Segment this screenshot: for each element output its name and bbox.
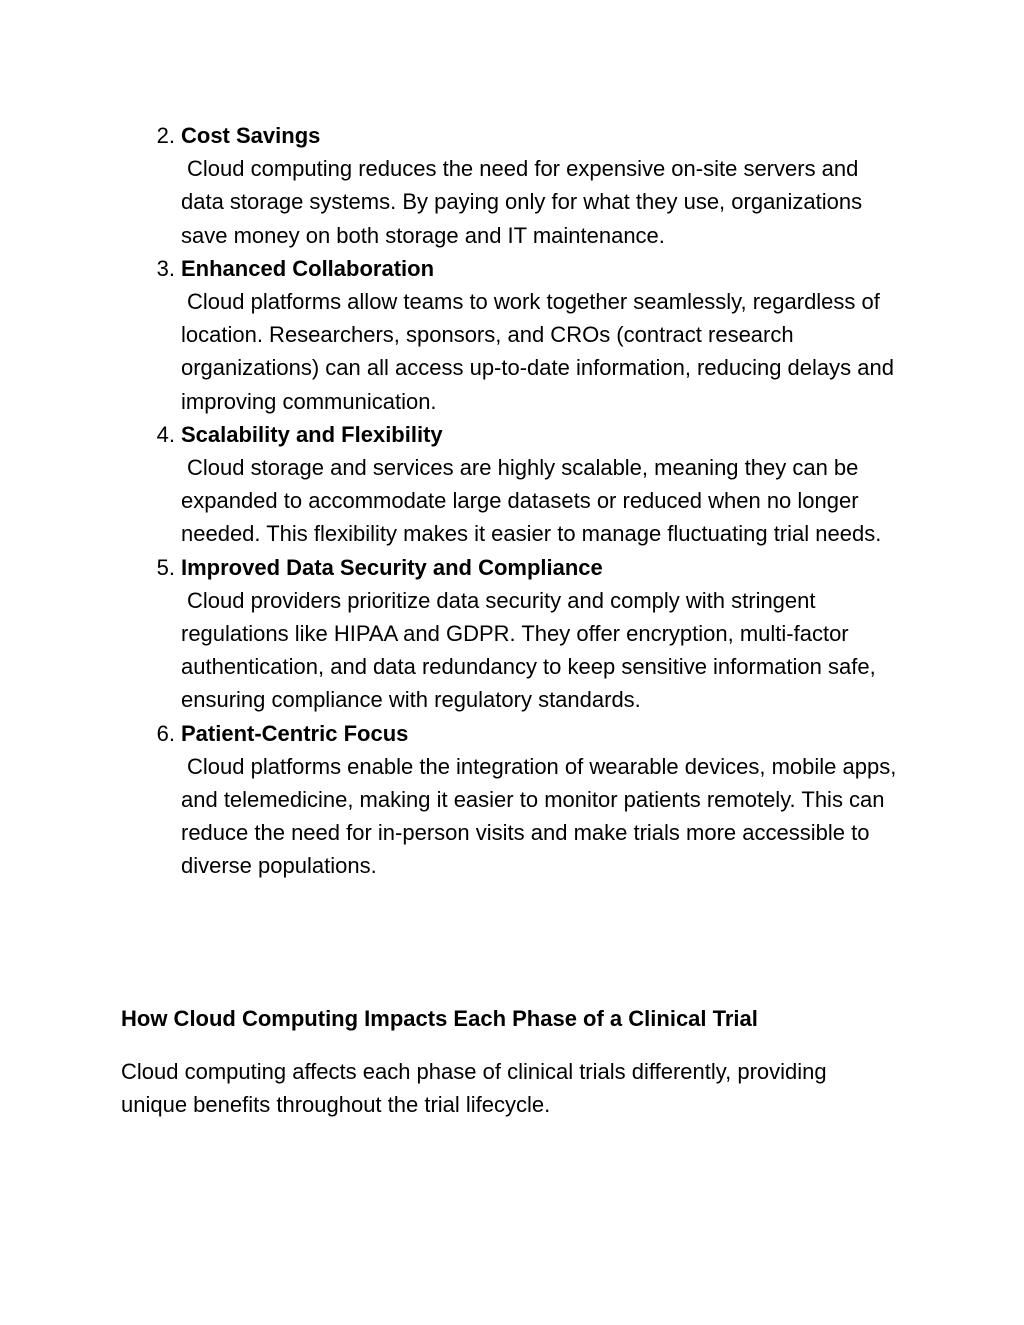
list-item-body [181, 252, 901, 418]
list-item-text: Cloud computing reduces the need for expensive on-site servers and data storage systems. By paying only for what they use, organizations save money on both storage and IT maintenance. [181, 156, 863, 248]
list-item-title: Enhanced Collaboration [181, 255, 435, 281]
list-item [121, 119, 901, 252]
list-item-text: Cloud providers prioritize data security and comply with stringent regulations like HIPAA and GDPR. They offer encryption, multi-factor authentication, and data redundancy to keep sensitive information safe, ensuring compliance with regulatory standards. [181, 587, 876, 713]
list-item-number: 3. [156, 255, 175, 281]
list-item-body [181, 119, 901, 252]
list-item [121, 252, 901, 418]
list-item-body [181, 418, 901, 551]
list-item-text: Cloud platforms enable the integration of wearable devices, mobile apps, and telemedicine, making it easier to monitor patients remotely. This can reduce the need for in-person visits and make trials more accessible to diverse populations. [181, 753, 897, 879]
section-heading: How Cloud Computing Impacts Each Phase of a Clinical Trial [121, 1006, 758, 1031]
list-item-body [181, 717, 901, 883]
list-item-number: 2. [156, 123, 175, 148]
benefits-list [121, 119, 901, 883]
list-item-number: 6. [156, 720, 175, 746]
list-item-number: 5. [156, 554, 175, 580]
list-item-body [181, 551, 901, 717]
list-item-title: Cost Savings [181, 123, 321, 148]
list-item-text: Cloud storage and services are highly scalable, meaning they can be expanded to accommodate large datasets or reduced when no longer needed. This flexibility makes it easier to manage fluctuating trial needs. [181, 455, 882, 547]
list-item-number: 4. [156, 421, 175, 447]
list-item [121, 418, 901, 551]
list-item-title: Improved Data Security and Compliance [181, 554, 603, 580]
list-item [121, 717, 901, 883]
list-item-title: Patient-Centric Focus [181, 720, 409, 746]
list-item [121, 551, 901, 717]
list-item-title: Scalability and Flexibility [181, 421, 443, 447]
list-item-text: Cloud platforms allow teams to work together seamlessly, regardless of location. Researchers, sponsors, and CROs (contract research organizations) can all access up-to-date information, reducing delays and improving communication. [181, 289, 894, 414]
section-paragraph: Cloud computing affects each phase of clinical trials differently, providing unique benefits throughout the trial lifecycle. [121, 1059, 827, 1118]
